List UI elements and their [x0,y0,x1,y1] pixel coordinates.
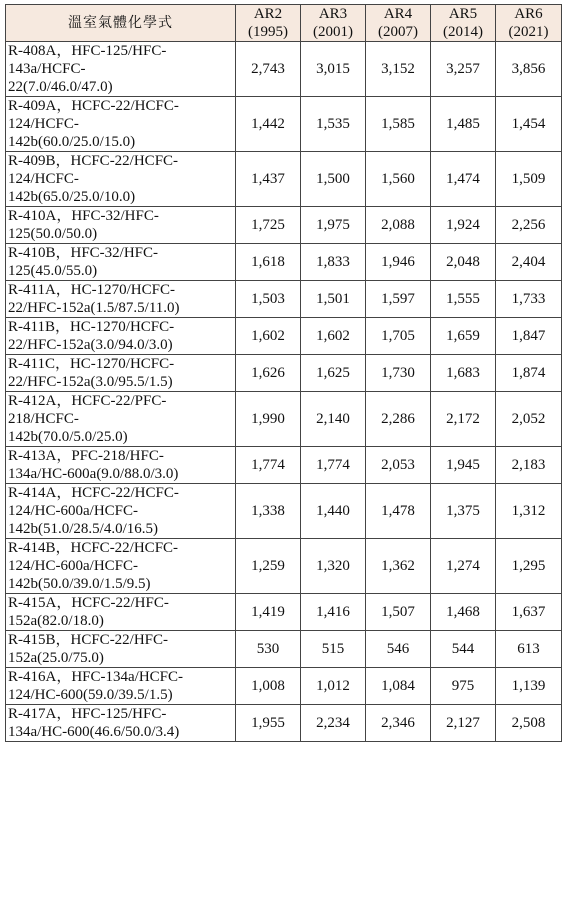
refrigerant-name-line: R-411A，HC-1270/HCFC- [8,282,175,298]
table-row [6,207,562,244]
refrigerant-name-line: R-411C，HC-1270/HCFC- [8,356,175,372]
refrigerant-name-cell [6,539,236,594]
refrigerant-name-cell [6,42,236,97]
gwp-value-cell: 1,440 [301,484,366,539]
table-row [6,244,562,281]
gwp-value-cell: 2,053 [366,447,431,484]
table-row [6,447,562,484]
refrigerant-name-cell [6,207,236,244]
refrigerant-name-line: R-415B，HCFC-22/HFC- [8,632,169,648]
refrigerant-name-line: R-417A，HFC-125/HFC- [8,706,167,722]
gwp-value-cell: 1,507 [366,594,431,631]
gwp-value-cell: 613 [496,631,562,668]
table-row [6,484,562,539]
refrigerant-name-line: 142b(60.0/25.0/15.0) [8,134,136,150]
gwp-value-cell: 1,485 [431,97,496,152]
refrigerant-name-line: 134a/HC-600a(9.0/88.0/3.0) [8,466,179,482]
gwp-value-cell: 1,874 [496,355,562,392]
gwp-value-cell: 2,508 [496,705,562,742]
gwp-value-cell: 1,500 [301,152,366,207]
refrigerant-name-line: R-415A，HCFC-22/HFC- [8,595,169,611]
gwp-value-cell: 2,346 [366,705,431,742]
gwp-value-cell: 515 [301,631,366,668]
gwp-value-cell: 1,683 [431,355,496,392]
header-label: AR3 [318,6,348,22]
header-label: AR4 [383,6,413,22]
table-row [6,668,562,705]
gwp-value-cell: 2,286 [366,392,431,447]
refrigerant-name-line: 142b(50.0/39.0/1.5/9.5) [8,576,151,592]
gwp-value-cell: 1,637 [496,594,562,631]
gwp-value-cell: 1,416 [301,594,366,631]
gwp-value-cell: 1,295 [496,539,562,594]
gwp-value-cell: 1,320 [301,539,366,594]
refrigerant-name-line: R-410A，HFC-32/HFC- [8,208,159,224]
refrigerant-name-cell [6,244,236,281]
gwp-value-cell: 2,183 [496,447,562,484]
gwp-value-cell: 530 [236,631,301,668]
header-year: (1995) [248,24,288,40]
refrigerant-name-line: 134a/HC-600(46.6/50.0/3.4) [8,724,180,740]
refrigerant-name-cell [6,392,236,447]
table-body [6,42,562,742]
gwp-value-cell: 1,730 [366,355,431,392]
gwp-value-cell: 1,833 [301,244,366,281]
header-label: AR2 [253,6,283,22]
table-header [6,5,562,42]
gwp-value-cell: 1,442 [236,97,301,152]
refrigerant-name-cell [6,281,236,318]
gwp-value-cell: 1,468 [431,594,496,631]
refrigerant-name-cell [6,484,236,539]
gwp-table [5,4,562,742]
header-label: AR5 [448,6,478,22]
table-row [6,97,562,152]
gwp-value-cell: 1,560 [366,152,431,207]
gwp-value-cell: 1,585 [366,97,431,152]
refrigerant-name-line: R-412A，HCFC-22/PFC- [8,393,167,409]
gwp-value-cell: 1,774 [301,447,366,484]
refrigerant-name-cell [6,631,236,668]
refrigerant-name-line: R-409B，HCFC-22/HCFC- [8,153,179,169]
header-label: AR6 [514,6,543,22]
gwp-value-cell: 1,084 [366,668,431,705]
gwp-value-cell: 1,535 [301,97,366,152]
refrigerant-name-line: 125(45.0/55.0) [8,263,98,279]
refrigerant-name-line: 152a(25.0/75.0) [8,650,104,666]
gwp-value-cell: 1,733 [496,281,562,318]
table-row [6,42,562,97]
refrigerant-name-line: 152a(82.0/18.0) [8,613,104,629]
gwp-value-cell: 1,659 [431,318,496,355]
gwp-value-cell: 2,404 [496,244,562,281]
refrigerant-name-line: R-416A，HFC-134a/HCFC- [8,669,184,685]
gwp-value-cell: 1,555 [431,281,496,318]
gwp-value-cell: 1,625 [301,355,366,392]
refrigerant-name-line: R-409A，HCFC-22/HCFC- [8,98,179,114]
gwp-value-cell: 1,626 [236,355,301,392]
refrigerant-name-cell [6,318,236,355]
refrigerant-name-line: R-414B，HCFC-22/HCFC- [8,540,179,556]
gwp-value-cell: 1,503 [236,281,301,318]
refrigerant-name-cell [6,594,236,631]
refrigerant-name-line: R-408A，HFC-125/HFC- [8,43,167,59]
refrigerant-name-line: R-411B，HC-1270/HCFC- [8,319,175,335]
gwp-value-cell: 1,478 [366,484,431,539]
gwp-value-cell: 1,847 [496,318,562,355]
gwp-value-cell: 1,437 [236,152,301,207]
gwp-value-cell: 1,474 [431,152,496,207]
gwp-value-cell: 3,257 [431,42,496,97]
refrigerant-name-line: 124/HCFC- [8,116,79,132]
gwp-value-cell: 1,945 [431,447,496,484]
gwp-value-cell: 1,602 [236,318,301,355]
gwp-value-cell: 1,975 [301,207,366,244]
header-cell-ar3 [301,5,366,42]
gwp-value-cell: 1,924 [431,207,496,244]
gwp-value-cell: 975 [431,668,496,705]
header-cell-ar6 [496,5,562,42]
refrigerant-name-line: 142b(51.0/28.5/4.0/16.5) [8,521,158,537]
table-row [6,539,562,594]
refrigerant-name-line: 124/HC-600(59.0/39.5/1.5) [8,687,173,703]
refrigerant-name-line: 143a/HCFC- [8,61,86,77]
refrigerant-name-line: 218/HCFC- [8,411,79,427]
refrigerant-name-cell [6,668,236,705]
gwp-value-cell: 2,172 [431,392,496,447]
gwp-value-cell: 1,509 [496,152,562,207]
refrigerant-name-cell [6,355,236,392]
gwp-value-cell: 1,259 [236,539,301,594]
gwp-value-cell: 1,375 [431,484,496,539]
header-year: (2001) [313,24,353,40]
gwp-value-cell: 2,127 [431,705,496,742]
gwp-value-cell: 1,705 [366,318,431,355]
refrigerant-name-cell [6,152,236,207]
table-row [6,594,562,631]
gwp-value-cell: 1,008 [236,668,301,705]
gwp-value-cell: 1,946 [366,244,431,281]
gwp-value-cell: 544 [431,631,496,668]
header-year: (2021) [508,24,549,40]
gwp-value-cell: 546 [366,631,431,668]
refrigerant-name-cell [6,447,236,484]
header-cell-ar2 [236,5,301,42]
gwp-value-cell: 1,362 [366,539,431,594]
refrigerant-name-cell [6,97,236,152]
table-row [6,152,562,207]
refrigerant-name-line: 22(7.0/46.0/47.0) [8,79,113,95]
header-cell-ar5 [431,5,496,42]
header-cell-ar4 [366,5,431,42]
refrigerant-name-line: R-410B，HFC-32/HFC- [8,245,159,261]
gwp-value-cell: 1,501 [301,281,366,318]
refrigerant-name-line: R-413A，PFC-218/HFC- [8,448,164,464]
gwp-value-cell: 1,990 [236,392,301,447]
gwp-value-cell: 3,015 [301,42,366,97]
table-row [6,318,562,355]
gwp-value-cell: 1,602 [301,318,366,355]
gwp-value-cell: 1,312 [496,484,562,539]
refrigerant-name-line: R-414A，HCFC-22/HCFC- [8,485,179,501]
refrigerant-name-cell [6,705,236,742]
gwp-value-cell: 1,618 [236,244,301,281]
refrigerant-name-line: 142b(70.0/5.0/25.0) [8,429,128,445]
table-row [6,392,562,447]
gwp-value-cell: 1,597 [366,281,431,318]
gwp-value-cell: 1,955 [236,705,301,742]
gwp-value-cell: 2,048 [431,244,496,281]
gwp-value-cell: 3,856 [496,42,562,97]
gwp-value-cell: 2,234 [301,705,366,742]
table-row [6,631,562,668]
refrigerant-name-line: 22/HFC-152a(3.0/95.5/1.5) [8,374,173,390]
gwp-value-cell: 2,052 [496,392,562,447]
gwp-value-cell: 1,012 [301,668,366,705]
table-row [6,281,562,318]
refrigerant-name-line: 22/HFC-152a(3.0/94.0/3.0) [8,337,173,353]
header-row [6,5,562,42]
gwp-value-cell: 1,454 [496,97,562,152]
header-label: 溫室氣體化學式 [68,15,173,31]
gwp-value-cell: 1,725 [236,207,301,244]
gwp-value-cell: 1,419 [236,594,301,631]
refrigerant-name-line: 142b(65.0/25.0/10.0) [8,189,136,205]
gwp-value-cell: 2,140 [301,392,366,447]
refrigerant-name-line: 124/HC-600a/HCFC- [8,558,139,574]
refrigerant-name-line: 22/HFC-152a(1.5/87.5/11.0) [8,300,180,316]
table-row [6,355,562,392]
gwp-value-cell: 1,274 [431,539,496,594]
refrigerant-name-line: 125(50.0/50.0) [8,226,98,242]
header-year: (2014) [443,24,483,40]
gwp-value-cell: 1,139 [496,668,562,705]
gwp-value-cell: 1,338 [236,484,301,539]
gwp-value-cell: 2,256 [496,207,562,244]
header-cell-chemical-formula [6,5,236,42]
refrigerant-name-line: 124/HC-600a/HCFC- [8,503,139,519]
table-row [6,705,562,742]
header-year: (2007) [378,24,418,40]
gwp-value-cell: 1,774 [236,447,301,484]
refrigerant-name-line: 124/HCFC- [8,171,79,187]
gwp-value-cell: 2,743 [236,42,301,97]
gwp-value-cell: 3,152 [366,42,431,97]
gwp-value-cell: 2,088 [366,207,431,244]
